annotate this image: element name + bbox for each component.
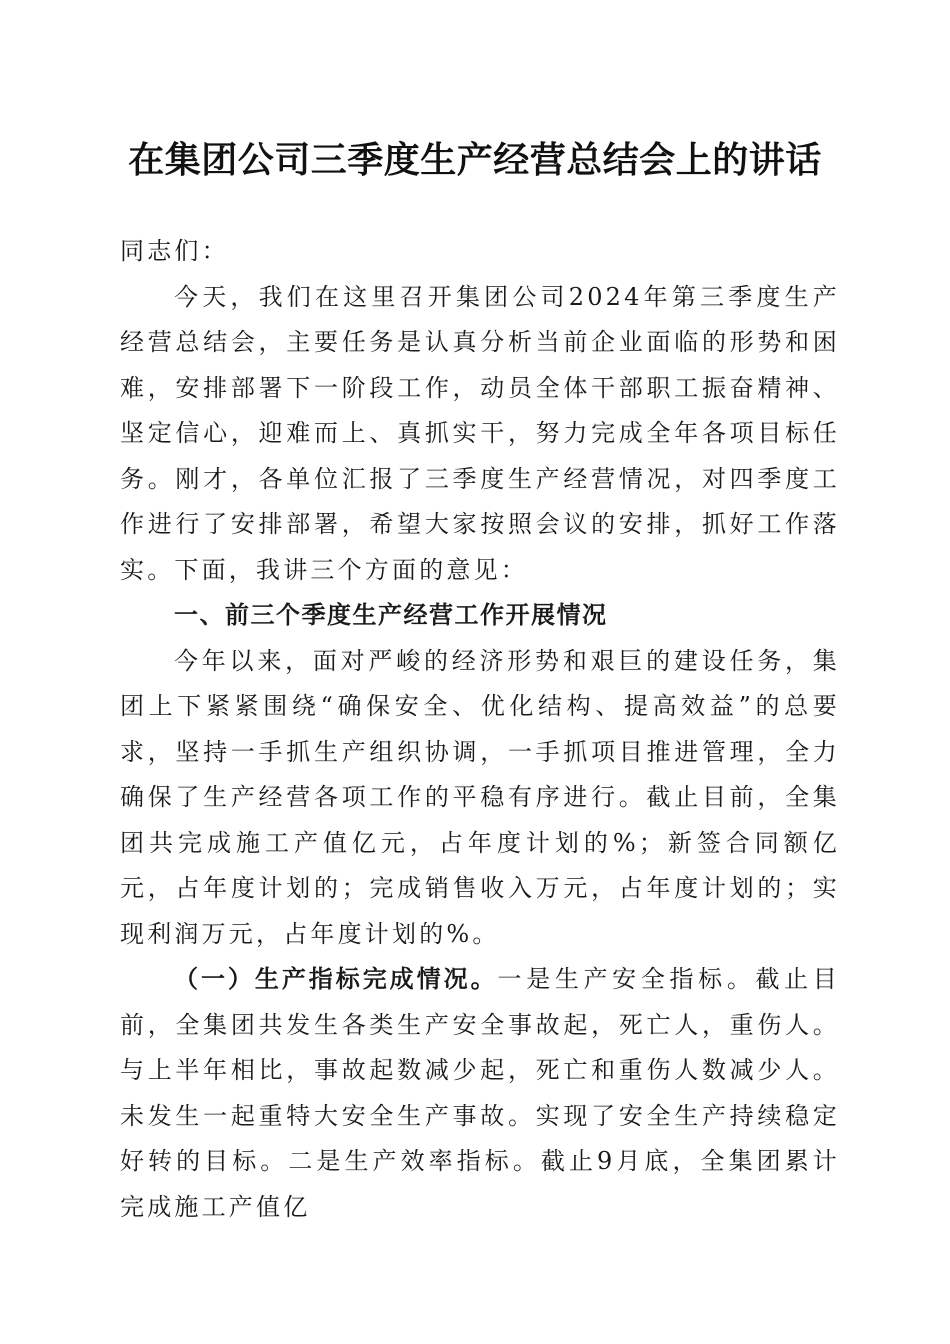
subsection-paragraph (120, 957, 840, 1230)
document-title: 在集团公司三季度生产经营总结会上的讲话 (128, 140, 822, 181)
intro-paragraph: 今天，我们在这里召开集团公司2024年第三季度生产经营总结会，主要任务是认真分析当前企业面临的形势和困难，安排部署下一阶段工作，动员全体干部职工振奋精神、坚定信心，迎难而上、真抓实干，努力完成全年各项目标任务。刚才，各单位汇报了三季度生产经营情况，对四季度工作进行了安排部署，希望大家按照会议的安排，抓好工作落实。下面，我讲三个方面的意见： (120, 282, 840, 584)
subsection-heading: （一）生产指标完成情况。 (174, 965, 498, 993)
section-heading: 一、前三个季度生产经营工作开展情况 (174, 601, 608, 629)
document-body (120, 229, 840, 1230)
section-paragraph: 今年以来，面对严峻的经济形势和艰巨的建设任务，集团上下紧紧围绕“确保安全、优化结构、提高效益”的总要求，坚持一手抓生产组织协调，一手抓项目推进管理，全力确保了生产经营各项工作的平稳有序进行。截止目前，全集团共完成施工产值亿元，占年度计划的%；新签合同额亿元，占年度计划的；完成销售收入万元，占年度计划的；实现利润万元，占年度计划的%。 (120, 646, 840, 948)
salutation: 同志们： (120, 237, 229, 265)
subsection-body: 一是生产安全指标。截止目前，全集团共发生各类生产安全事故起，死亡人，重伤人。与上半年相比，事故起数减少起，死亡和重伤人数减少人。未发生一起重特大安全生产事故。实现了安全生产持续稳定好转的目标。二是生产效率指标。截止9月底，全集团累计完成施工产值亿 (120, 965, 840, 1221)
